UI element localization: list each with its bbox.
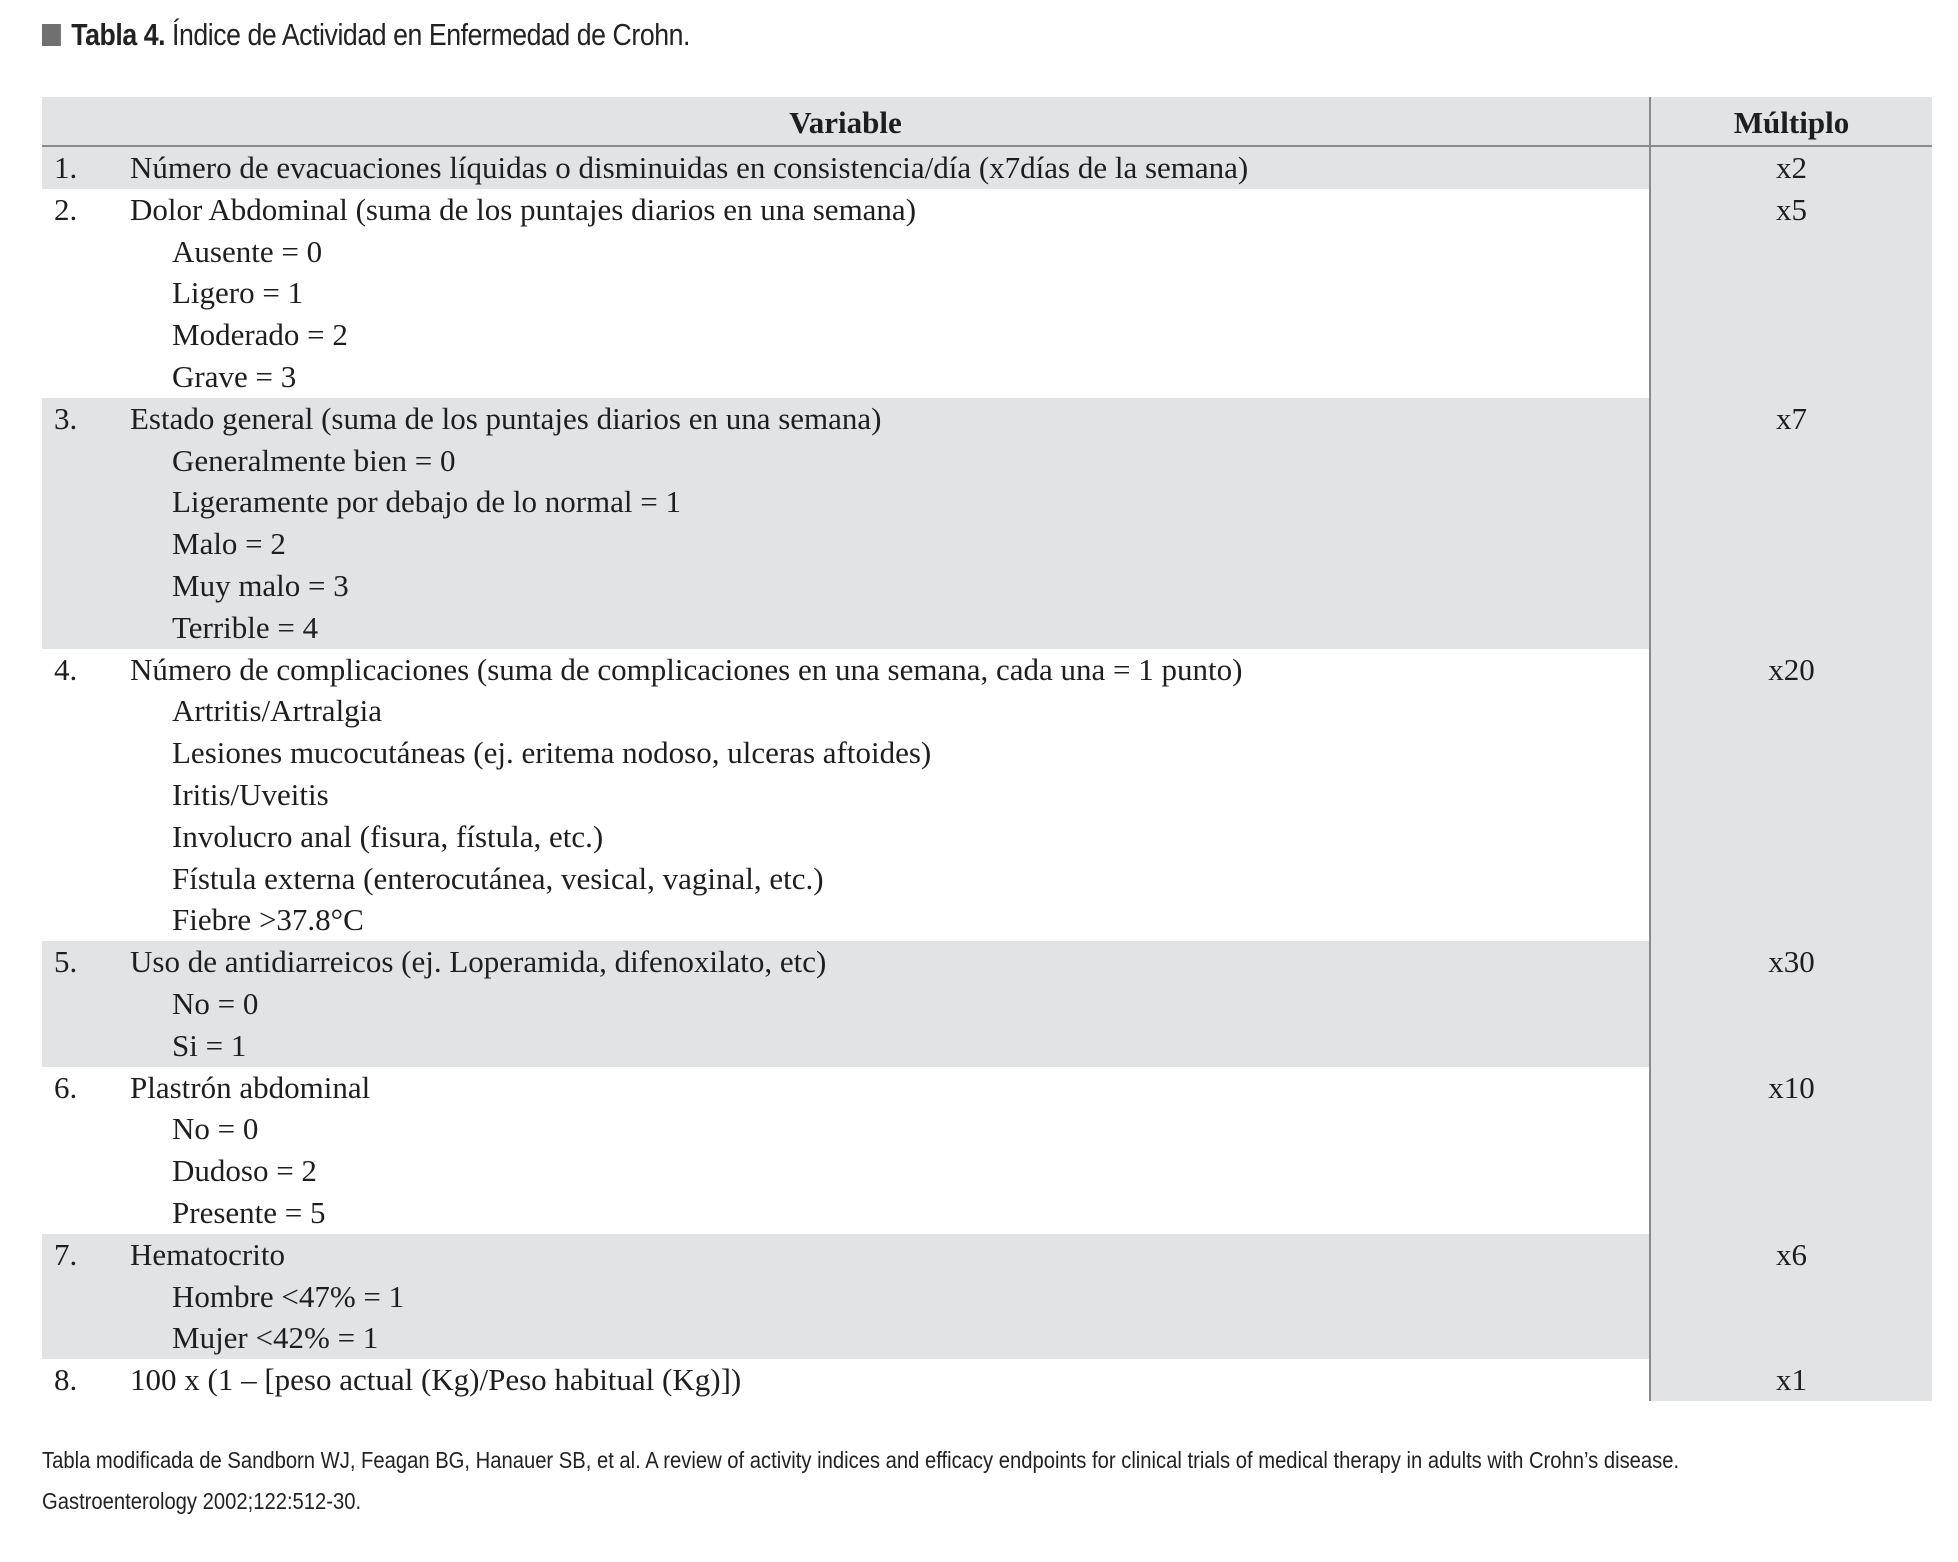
table-row: [42, 649, 1932, 942]
variable-text: Número de complicaciones (suma de complicaciones en una semana, cada una = 1 punto): [130, 651, 1243, 687]
table-row: [42, 147, 1932, 189]
square-bullet-icon: [42, 24, 61, 46]
variable-subitem: Si = 1: [172, 1027, 247, 1063]
variable-subitem: Grave = 3: [172, 358, 297, 394]
variable-line: [42, 941, 1649, 983]
variable-cell: [42, 189, 1651, 398]
variable-subitem: Dudoso = 2: [172, 1153, 317, 1189]
row-number: 3.: [54, 400, 78, 436]
table-body: [42, 147, 1932, 1401]
variable-cell: [42, 1234, 1651, 1359]
multiple-cell: x1: [1651, 1359, 1932, 1401]
variable-subitem: Presente = 5: [172, 1194, 326, 1230]
variable-text: 100 x (1 – [peso actual (Kg)/Peso habitual (Kg)]): [130, 1362, 742, 1398]
variable-subitem: Generalmente bien = 0: [172, 442, 456, 478]
row-number: 2.: [54, 191, 78, 227]
row-number: 5.: [54, 944, 78, 980]
variable-subitem: Ausente = 0: [172, 233, 323, 269]
variable-text: Número de evacuaciones líquidas o disminuidas en consistencia/día (x7días de la semana): [130, 150, 1249, 185]
row-number: 6.: [54, 1069, 78, 1105]
table-row: [42, 398, 1932, 649]
variable-subitem: Mujer <42% = 1: [172, 1320, 379, 1356]
variable-subitem: Fiebre >37.8°C: [172, 902, 364, 938]
variable-cell: [42, 1359, 1651, 1401]
variable-subitem: Ligero = 1: [172, 275, 304, 311]
header-multiple: Múltiplo: [1733, 105, 1850, 140]
variable-line: [42, 189, 1649, 231]
variable-subitem: Ligeramente por debajo de lo normal = 1: [172, 484, 682, 520]
header-variable: Variable: [42, 97, 1651, 145]
variable-text: Uso de antidiarreicos (ej. Loperamida, difenoxilato, etc): [130, 944, 827, 980]
table-header: [42, 97, 1932, 147]
variable-text: Dolor Abdominal (suma de los puntajes diarios en una semana): [130, 191, 917, 227]
variable-cell: [42, 941, 1651, 1066]
variable-line: [42, 147, 1649, 189]
variable-cell: [42, 1067, 1651, 1234]
multiple-cell: x20: [1651, 649, 1932, 942]
variable-text: Plastrón abdominal: [130, 1069, 371, 1105]
variable-subitem: Hombre <47% = 1: [172, 1278, 405, 1314]
variable-cell: [42, 398, 1651, 649]
variable-line: [42, 398, 1649, 440]
variable-subitem: No = 0: [172, 1111, 259, 1147]
crohn-activity-table: [42, 97, 1932, 1401]
variable-subitem: Muy malo = 3: [172, 567, 349, 603]
row-number: 4.: [54, 651, 78, 687]
variable-cell: [42, 147, 1651, 189]
multiple-cell: x2: [1651, 147, 1932, 189]
variable-text: Hematocrito: [130, 1236, 285, 1272]
table-row: [42, 1234, 1932, 1359]
multiple-cell: x7: [1651, 398, 1932, 649]
multiple-cell: x10: [1651, 1067, 1932, 1234]
table-row: [42, 941, 1932, 1066]
table-row: [42, 1359, 1932, 1401]
variable-subitem: Artritis/Artralgia: [172, 693, 383, 729]
row-number: 7.: [54, 1236, 78, 1272]
variable-subitem: Lesiones mucocutáneas (ej. eritema nodoso, ulceras aftoides): [172, 735, 932, 771]
variable-text: Estado general (suma de los puntajes diarios en una semana): [130, 400, 882, 436]
row-number: 1.: [54, 150, 78, 185]
row-number: 8.: [54, 1362, 78, 1398]
table-title: [42, 10, 690, 60]
variable-subitem: Terrible = 4: [172, 609, 319, 645]
multiple-cell: x5: [1651, 189, 1932, 398]
table-row: [42, 1067, 1932, 1234]
variable-subitem: Moderado = 2: [172, 317, 348, 353]
variable-subitem: No = 0: [172, 985, 259, 1021]
variable-subitem: Fístula externa (enterocutánea, vesical, vaginal, etc.): [172, 860, 824, 896]
variable-line: [42, 649, 1649, 691]
variable-subitem: Involucro anal (fisura, fístula, etc.): [172, 818, 604, 854]
table-title-text: Índice de Actividad en Enfermedad de Crohn.: [171, 17, 691, 52]
multiple-cell: x30: [1651, 941, 1932, 1066]
variable-cell: [42, 649, 1651, 942]
multiple-cell: x6: [1651, 1234, 1932, 1359]
variable-subitem: Iritis/Uveitis: [172, 776, 329, 812]
table-row: [42, 189, 1932, 398]
variable-line: [42, 1067, 1649, 1109]
variable-line: [42, 1234, 1649, 1276]
variable-line: [42, 1359, 1649, 1401]
footnote: Tabla modificada de Sandborn WJ, Feagan BG, Hanauer SB, et al. A review of activity indices and efficacy endpoints for clinical trials of medical therapy in adults with Crohn’s disease. Gastroenterology 2002;122:512-30.: [42, 1447, 1680, 1514]
table-title-label: Tabla 4.: [71, 17, 166, 52]
variable-subitem: Malo = 2: [172, 526, 286, 562]
